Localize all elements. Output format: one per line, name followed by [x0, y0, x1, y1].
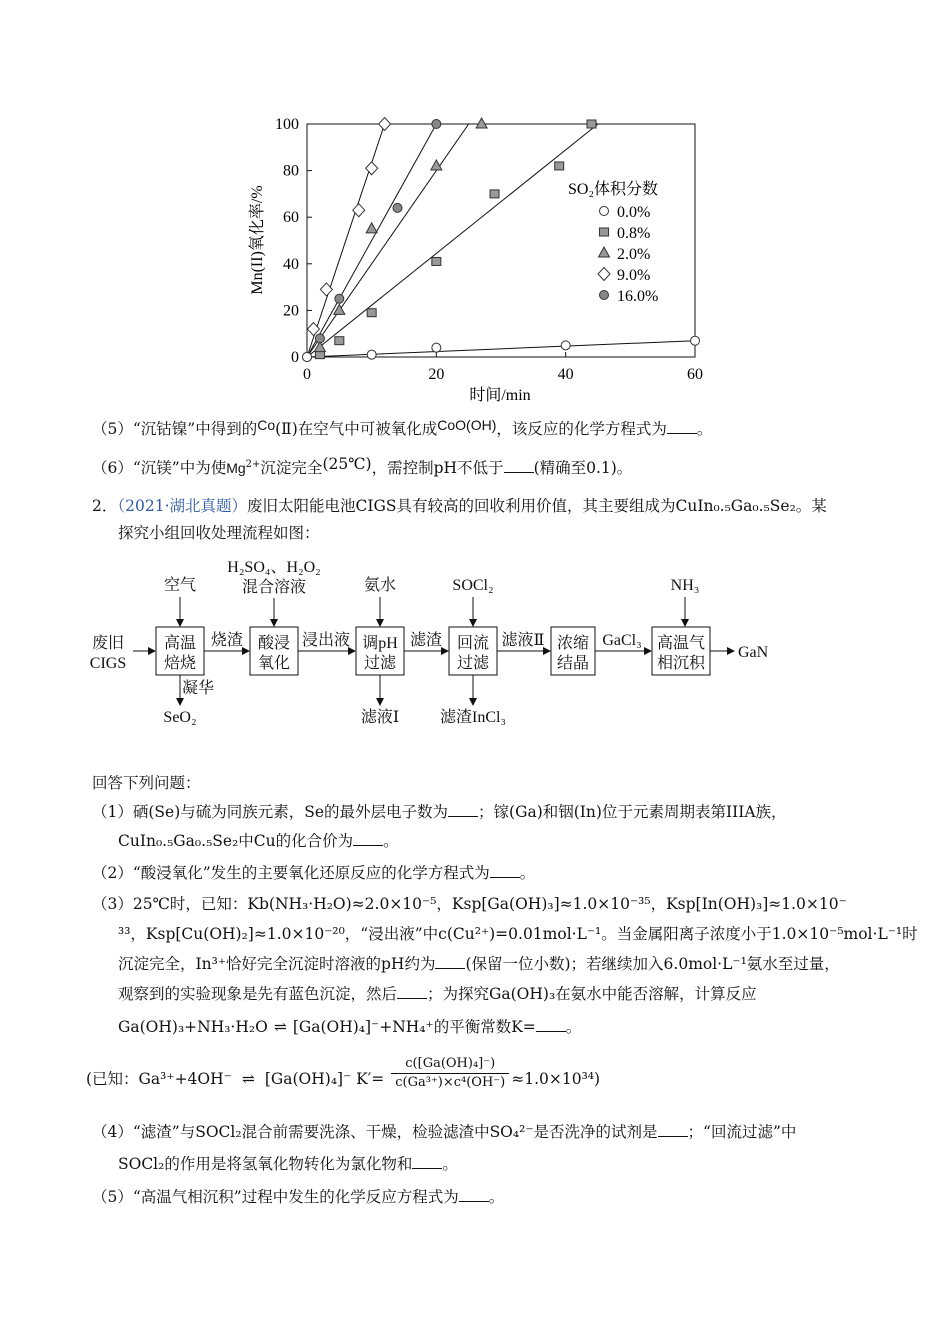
question-5-deposition: （5）“高温气相沉积”过程中发生的化学反应方程式为 。	[92, 1188, 505, 1206]
data-point	[476, 118, 487, 128]
answer-blank[interactable]	[353, 831, 383, 846]
legend-marker	[600, 228, 609, 236]
data-point	[335, 294, 344, 303]
legend-label: 16.0%	[617, 288, 659, 305]
data-point	[587, 120, 596, 128]
answer-blank[interactable]	[490, 863, 520, 878]
roast-label-2: 焙烧	[163, 655, 197, 672]
slag-label: 烧渣	[210, 632, 244, 649]
data-point	[393, 203, 402, 212]
fit-line-2	[307, 124, 469, 357]
question-4-line1: （4）“滤渣”与SOCl₂混合前需要洗涤、干燥，检验滤渣中SO₄²⁻是否洗净的试剂是 ；“回流过滤”中	[92, 1123, 797, 1141]
source-tag: （2021·湖北真题）	[117, 497, 247, 515]
problem-2-stem: 2．（2021·湖北真题）废旧太阳能电池CIGS具有较高的回收利用价值，其主要组成为CuIn₀.₅Ga₀.₅Se₂。某	[92, 497, 827, 515]
answer-blank[interactable]	[536, 1017, 566, 1032]
x-tick-label: 0	[303, 366, 311, 383]
question-3-line4: 观察到的实验现象是先有蓝色沉淀，然后 ；为探究Ga(OH)₃在氨水中能否溶解，计算反应	[118, 985, 757, 1003]
reflux-label-1: 回流	[456, 635, 490, 652]
legend-label: 2.0%	[617, 246, 651, 263]
answer-blank[interactable]	[459, 1187, 489, 1202]
gas-label-1: 高温气	[656, 635, 706, 652]
x-axis-label: 时间/min	[469, 387, 531, 404]
question-5-cobalt: （5）“沉钴镍”中得到的Co(Ⅱ)在空气中可被氧化成CoO(OH)，该反应的化学方程式为 。	[92, 417, 713, 438]
legend-label: 0.8%	[617, 225, 651, 242]
equilibrium-arrow: ⇌	[241, 1070, 255, 1088]
data-point	[490, 190, 499, 198]
legend-marker	[600, 291, 609, 300]
data-point	[315, 334, 324, 343]
conc-label-2: 结晶	[556, 655, 590, 672]
conc-label-1: 浓缩	[556, 635, 590, 652]
acid-label-1: 酸浸	[257, 635, 291, 652]
nh3-label: NH₃	[670, 577, 700, 594]
data-point	[366, 162, 378, 175]
data-point-origin	[303, 353, 312, 362]
y-axis-label: Mn(II)氧化率/%	[249, 185, 266, 295]
y-tick-label: 40	[283, 255, 299, 273]
known-equation: (已知：Ga³⁺+4OH⁻ ⇌ [Ga(OH)₄]⁻ K′= $\frac{\text{c([Ga(OH)₄]⁻)}}{\text{c(Ga³⁺)×c⁴(OH⁻)}}$ ≈1.0×10³⁴)	[86, 1055, 601, 1090]
data-point	[691, 336, 700, 345]
leach-label: 浸出液	[301, 632, 351, 649]
question-4-line2: SOCl₂的作用是将氢氧化物转化为氯化物和 。	[118, 1155, 458, 1173]
fit-line-4	[307, 124, 436, 357]
question-3-line2: ³³，Ksp[Cu(OH)₂]≈1.0×10⁻²⁰，“浸出液”中c(Cu²⁺)=0.01mol·L⁻¹。当金属阳离子浓度小于1.0×10⁻⁵mol·L⁻¹时	[118, 925, 918, 943]
gacl3-label: GaCl₃	[602, 632, 642, 649]
question-1-line2: CuIn₀.₅Ga₀.₅Se₂中Cu的化合价为 。	[118, 832, 399, 850]
x-tick-label: 40	[557, 366, 574, 383]
y-tick-label: 60	[283, 209, 299, 227]
fraction-denominator: c(Ga³⁺)×c⁴(OH⁻)	[395, 1074, 506, 1090]
data-point	[366, 223, 377, 233]
process-flow-diagram	[80, 550, 880, 740]
question-3-line5: Ga(OH)₃+NH₃·H₂O ⇌ [Ga(OH)₄]⁻+NH₄⁺的平衡常数K= 。	[118, 1018, 582, 1036]
question-3-line1: （3）25℃时，已知：Kb(NH₃·H₂O)≈2.0×10⁻⁵，Ksp[Ga(OH)₃]≈1.0×10⁻³⁵，Ksp[In(OH)₃]≈1.0×10⁻	[92, 895, 847, 913]
residue-label: 滤渣	[409, 632, 443, 649]
ph-label-2: 过滤	[363, 655, 397, 672]
legend-title: SO₂体积分数	[568, 181, 659, 198]
x-tick-label: 60	[687, 366, 703, 383]
fit-line-0	[307, 341, 695, 357]
sublime-label: 凝华	[181, 680, 215, 697]
data-point	[555, 162, 564, 170]
acid-reagent-label-2: 混合溶液	[241, 579, 307, 596]
answer-blank[interactable]	[412, 1154, 442, 1169]
fraction	[391, 1055, 509, 1092]
answer-blank[interactable]	[658, 1122, 688, 1137]
acid-label-2: 氧化	[257, 655, 291, 672]
y-tick-label: 20	[283, 302, 299, 320]
data-point	[432, 257, 441, 265]
start-label-1: 废旧	[91, 635, 125, 652]
acid-reagent-label-1: H₂SO₄、H₂O₂	[227, 559, 321, 576]
x-tick-label: 20	[428, 366, 445, 383]
answer-blank[interactable]	[397, 984, 427, 999]
gan-label: GaN	[738, 644, 769, 661]
ammonia-label: 氨水	[363, 577, 397, 594]
question-2: （2）“酸浸氧化”发生的主要氧化还原反应的化学方程式为 。	[92, 864, 536, 882]
y-tick-label: 100	[275, 116, 299, 133]
incl3-label: 滤渣InCl₃	[439, 709, 507, 726]
filtrate1-label: 滤液Ⅰ	[360, 709, 400, 726]
question-3-line3: 沉淀完全，In³⁺恰好完全沉淀时溶液的pH约为 (保留一位小数)；若继续加入6.0mol·L⁻¹氨水至过量，	[118, 955, 840, 973]
oxidation-rate-chart	[240, 108, 720, 408]
socl2-label: SOCl₂	[452, 577, 494, 594]
data-point	[335, 337, 344, 345]
ph-label-1: 调pH	[362, 635, 398, 652]
seo2-label: SeO₂	[163, 709, 197, 726]
fraction-numerator: c([Ga(OH)₄]⁻)	[391, 1055, 509, 1074]
data-point	[379, 118, 391, 131]
question-1-line1: （1）硒(Se)与硫为同族元素，Se的最外层电子数为 ；镓(Ga)和铟(In)位于元素周期表第IIIA族，	[92, 803, 787, 821]
legend-marker	[599, 247, 610, 257]
y-tick-label: 80	[283, 162, 299, 180]
air-label: 空气	[163, 577, 197, 594]
gas-label-2: 相沉积	[656, 655, 706, 672]
equilibrium-arrow: ⇌	[273, 1018, 287, 1036]
answer-blank[interactable]	[504, 458, 534, 473]
legend-label: 0.0%	[617, 204, 651, 221]
data-point	[561, 341, 570, 350]
data-point	[367, 309, 376, 317]
question-6-magnesium: （6）“沉镁”中为使$Mg^{2+}$沉淀完全(25℃)，需控制pH不低于 (精确至0.1)。	[92, 455, 633, 477]
answer-blank[interactable]	[435, 954, 465, 969]
start-label-2: CIGS	[89, 655, 127, 672]
fit-line-1	[307, 124, 598, 357]
filtrate2-label: 滤液Ⅱ	[501, 632, 545, 649]
data-point	[432, 120, 441, 129]
reflux-label-2: 过滤	[456, 655, 490, 672]
data-point	[432, 343, 441, 352]
answer-blank[interactable]	[448, 802, 478, 817]
legend-marker	[598, 268, 610, 281]
roast-label-1: 高温	[163, 635, 197, 652]
fit-line-3	[307, 124, 385, 357]
y-tick-label: 0	[291, 349, 299, 366]
answer-blank[interactable]	[667, 419, 697, 434]
answer-intro: 回答下列问题：	[92, 774, 201, 792]
problem-2-stem-line2: 探究小组回收处理流程如图：	[118, 524, 320, 542]
data-point	[367, 350, 376, 359]
legend-marker	[600, 207, 609, 216]
legend-label: 9.0%	[617, 267, 651, 284]
